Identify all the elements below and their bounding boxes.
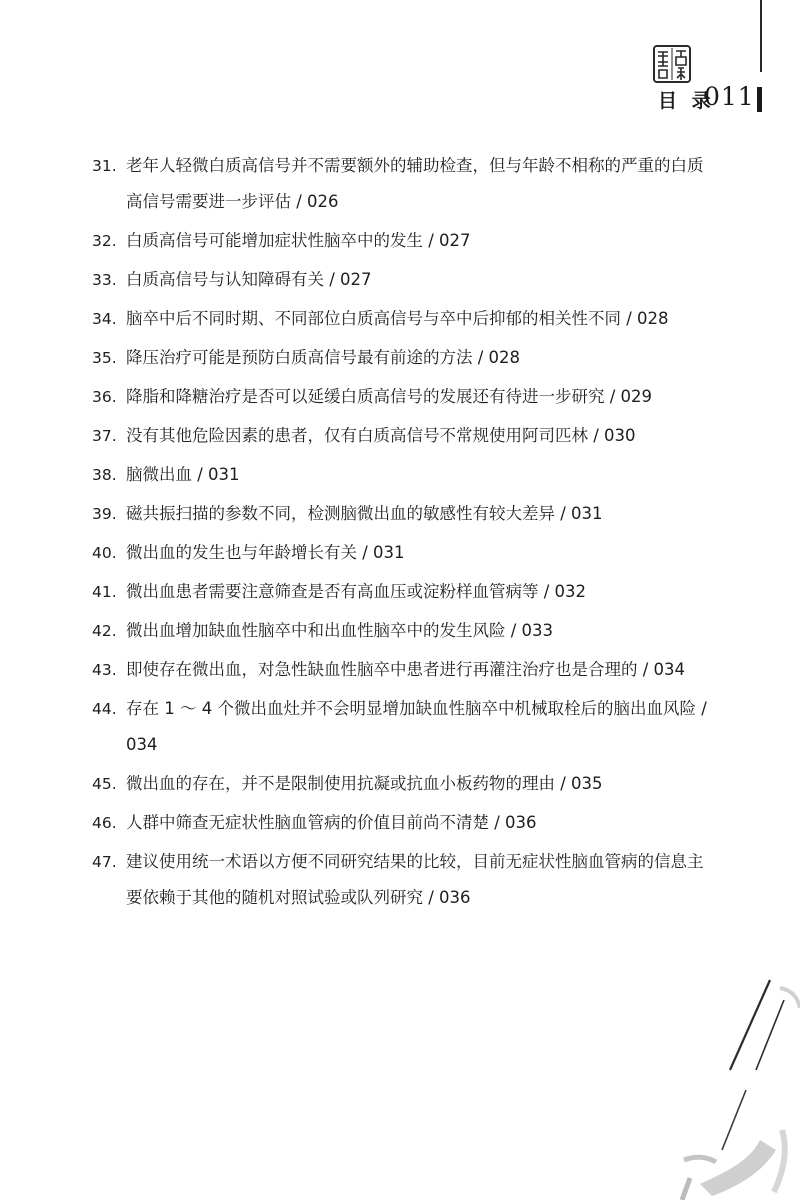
toc-entry-text: 微出血的存在，并不是限制使用抗凝或抗血小板药物的理由 / 035 [126,774,603,793]
toc-entry-text: 建议使用统一术语以方便不同研究结果的比较，目前无症状性脑血管病的信息主要依赖于其他的随机对照试验或队列研究 / 036 [126,852,704,907]
section-label: 目 录 [658,90,715,112]
toc-entry [92,691,712,763]
toc-entry [92,340,712,376]
toc-entry-number: 45. [92,775,117,793]
toc-entry [92,844,712,916]
toc-entry-text: 脑微出血 / 031 [126,465,240,484]
toc-entry [92,262,712,298]
toc-entry-text: 老年人轻微白质高信号并不需要额外的辅助检查，但与年龄不相称的严重的白质高信号需要进一步评估 / 026 [126,156,704,211]
toc-entry-text: 脑卒中后不同时期、不同部位白质高信号与卒中后抑郁的相关性不同 / 028 [126,309,669,328]
toc-entry-text: 没有其他危险因素的患者，仅有白质高信号不常规使用阿司匹林 / 030 [126,426,636,445]
toc-entry-number: 41. [92,583,117,601]
toc-entry-text: 白质高信号与认知障碍有关 / 027 [126,270,372,289]
toc-entry-text: 微出血增加缺血性脑卒中和出血性脑卒中的发生风险 / 033 [126,621,554,640]
header-bar [757,87,762,112]
toc-entry [92,223,712,259]
toc-entry-number: 34. [92,310,117,328]
toc-entry-number: 31. [92,157,117,175]
toc-entry [92,457,712,493]
toc-entry-text: 磁共振扫描的参数不同，检测脑微出血的敏感性有较大差异 / 031 [126,504,603,523]
toc-entry-number: 44. [92,700,117,718]
toc-entry-text: 白质高信号可能增加症状性脑卒中的发生 / 027 [126,231,471,250]
toc-entry-text: 降压治疗可能是预防白质高信号最有前途的方法 / 028 [126,348,521,367]
toc-entry-number: 37. [92,427,117,445]
toc-entry [92,613,712,649]
toc-entry-text: 存在 1 ～ 4 个微出血灶并不会明显增加缺血性脑卒中机械取栓后的脑出血风险 / 034 [126,699,707,754]
toc-entry [92,805,712,841]
page-number: 011 [704,82,755,111]
toc-entry-number: 40. [92,544,117,562]
toc-entry [92,535,712,571]
toc-entry-number: 42. [92,622,117,640]
seal-logo [652,44,692,84]
toc-entry [92,148,712,220]
brush-calligraphy-decoration [660,960,800,1200]
toc-entry-number: 43. [92,661,117,679]
toc-entry-number: 47. [92,853,117,871]
toc-entry [92,766,712,802]
toc-entry-text: 微出血患者需要注意筛查是否有高血压或淀粉样血管病等 / 032 [126,582,587,601]
toc-entry-text: 降脂和降糖治疗是否可以延缓白质高信号的发展还有待进一步研究 / 029 [126,387,653,406]
toc-entry-text: 微出血的发生也与年龄增长有关 / 031 [126,543,405,562]
toc-entry [92,379,712,415]
toc-entry-number: 38. [92,466,117,484]
toc-entry-number: 39. [92,505,117,523]
toc-entry [92,652,712,688]
toc-entry-number: 32. [92,232,117,250]
toc-entry [92,496,712,532]
page-edge-line [760,0,762,72]
toc-entry-text: 人群中筛查无症状性脑血管病的价值目前尚不清楚 / 036 [126,813,537,832]
toc-entry [92,301,712,337]
toc-entry [92,418,712,454]
toc-entry-number: 46. [92,814,117,832]
table-of-contents [92,148,712,919]
toc-entry [92,574,712,610]
toc-entry-number: 35. [92,349,117,367]
toc-entry-number: 36. [92,388,117,406]
toc-entry-text: 即使存在微出血，对急性缺血性脑卒中患者进行再灌注治疗也是合理的 / 034 [126,660,686,679]
toc-entry-number: 33. [92,271,117,289]
